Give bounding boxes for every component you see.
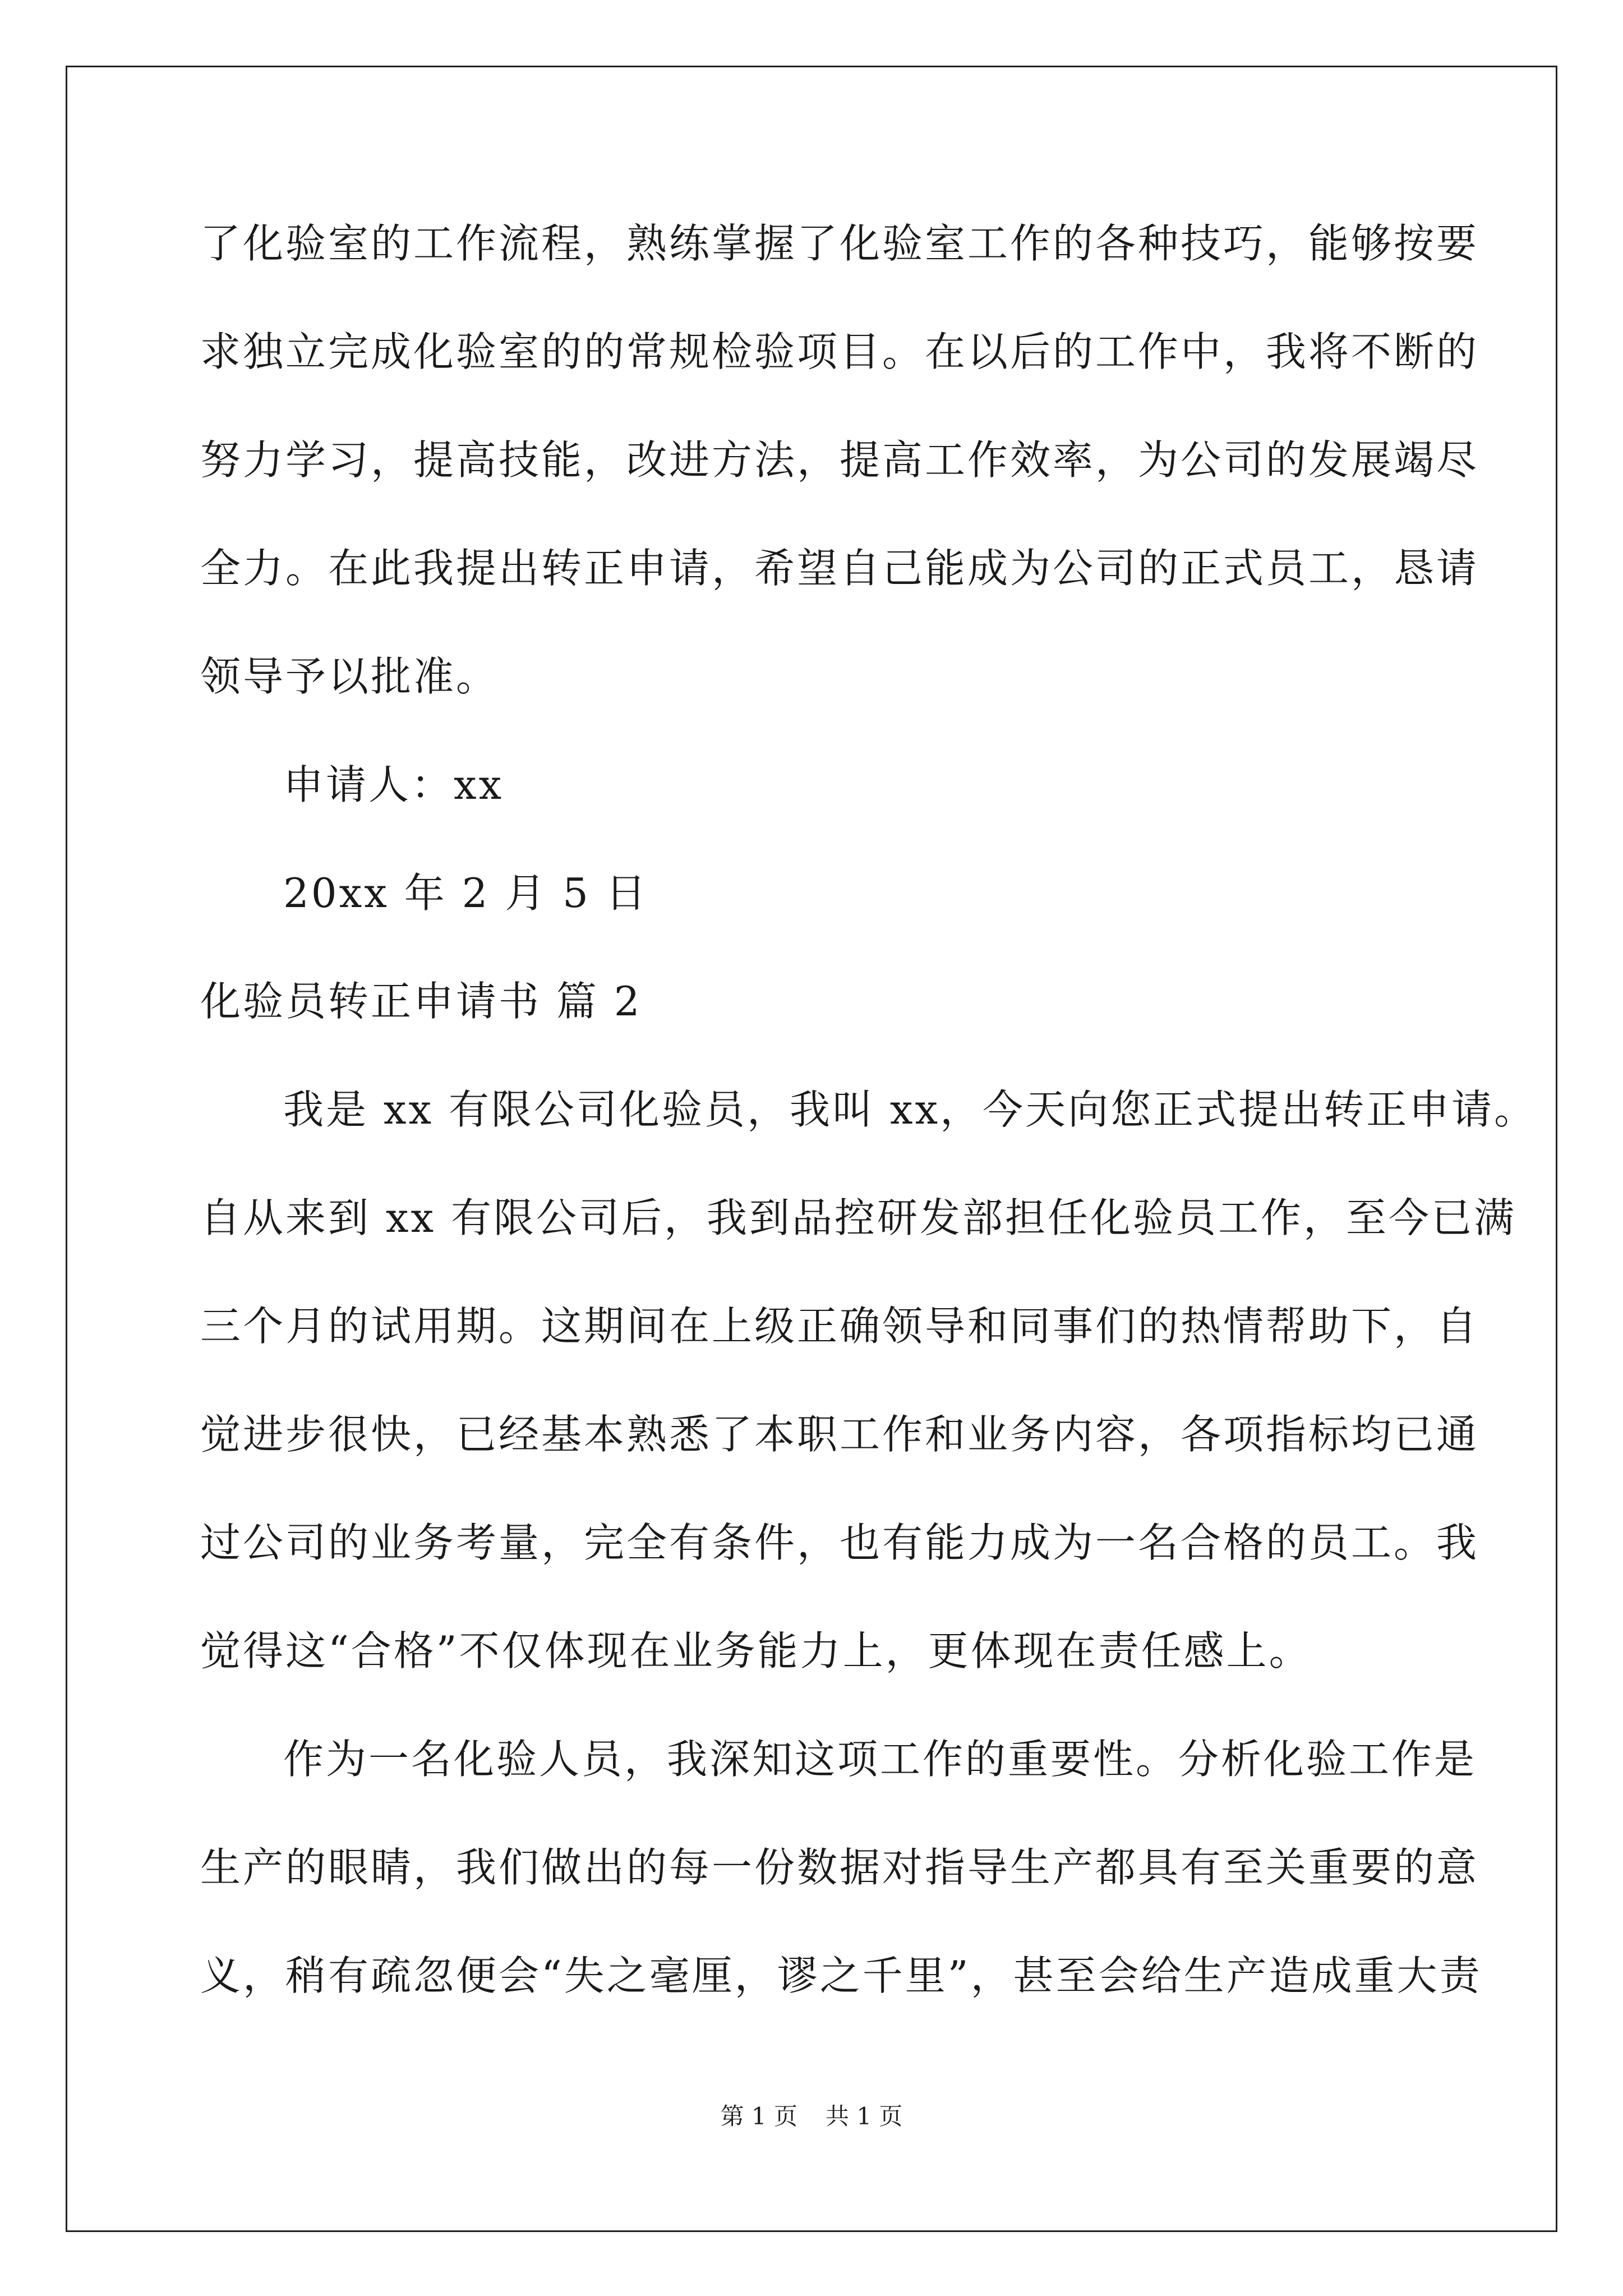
text-line: 求独立完成化验室的的常规检验项目。在以后的工作中，我将不断的 <box>200 328 1479 375</box>
text-line: 全力。在此我提出转正申请，希望自己能成为公司的正式员工，恳请 <box>200 545 1479 592</box>
text-line: 觉进步很快，已经基本熟悉了本职工作和业务内容，各项指标均已通 <box>200 1411 1479 1458</box>
text-line: 自从来到 xx 有限公司后，我到品控研发部担任化验员工作，至今已满 <box>200 1194 1516 1241</box>
page-number-current: 第 1 页 <box>720 2102 797 2130</box>
paragraph-start-line: 作为一名化验人员，我深知这项工作的重要性。分析化验工作是 <box>283 1736 1477 1783</box>
document-body <box>200 190 1537 2030</box>
text-line: 了化验室的工作流程，熟练掌握了化验室工作的各种技巧，能够按要 <box>200 220 1479 267</box>
applicant-line: 申请人：xx <box>283 761 504 808</box>
page-number-total: 共 1 页 <box>826 2102 903 2130</box>
text-line: 生产的眼睛，我们做出的每一份数据对指导生产都具有至关重要的意 <box>200 1844 1479 1891</box>
text-line: 三个月的试用期。这期间在上级正确领导和同事们的热情帮助下，自 <box>200 1303 1479 1350</box>
page-footer <box>0 2100 1623 2133</box>
text-line: 觉得这“合格”不仅体现在业务能力上，更体现在责任感上。 <box>200 1627 1312 1674</box>
text-line: 领导予以批准。 <box>200 653 499 700</box>
date-line: 20xx 年 2 月 5 日 <box>283 869 648 917</box>
text-line: 过公司的业务考量，完全有条件，也有能力成为一名合格的员工。我 <box>200 1519 1479 1566</box>
text-line: 义，稍有疏忽便会“失之毫厘，谬之千里”，甚至会给生产造成重大责 <box>200 1952 1482 1999</box>
paragraph-start-line: 我是 xx 有限公司化验员，我叫 xx，今天向您正式提出转正申请。 <box>283 1086 1537 1133</box>
section-heading: 化验员转正申请书 篇 2 <box>200 978 642 1025</box>
text-line: 努力学习，提高技能，改进方法，提高工作效率，为公司的发展竭尽 <box>200 436 1479 484</box>
